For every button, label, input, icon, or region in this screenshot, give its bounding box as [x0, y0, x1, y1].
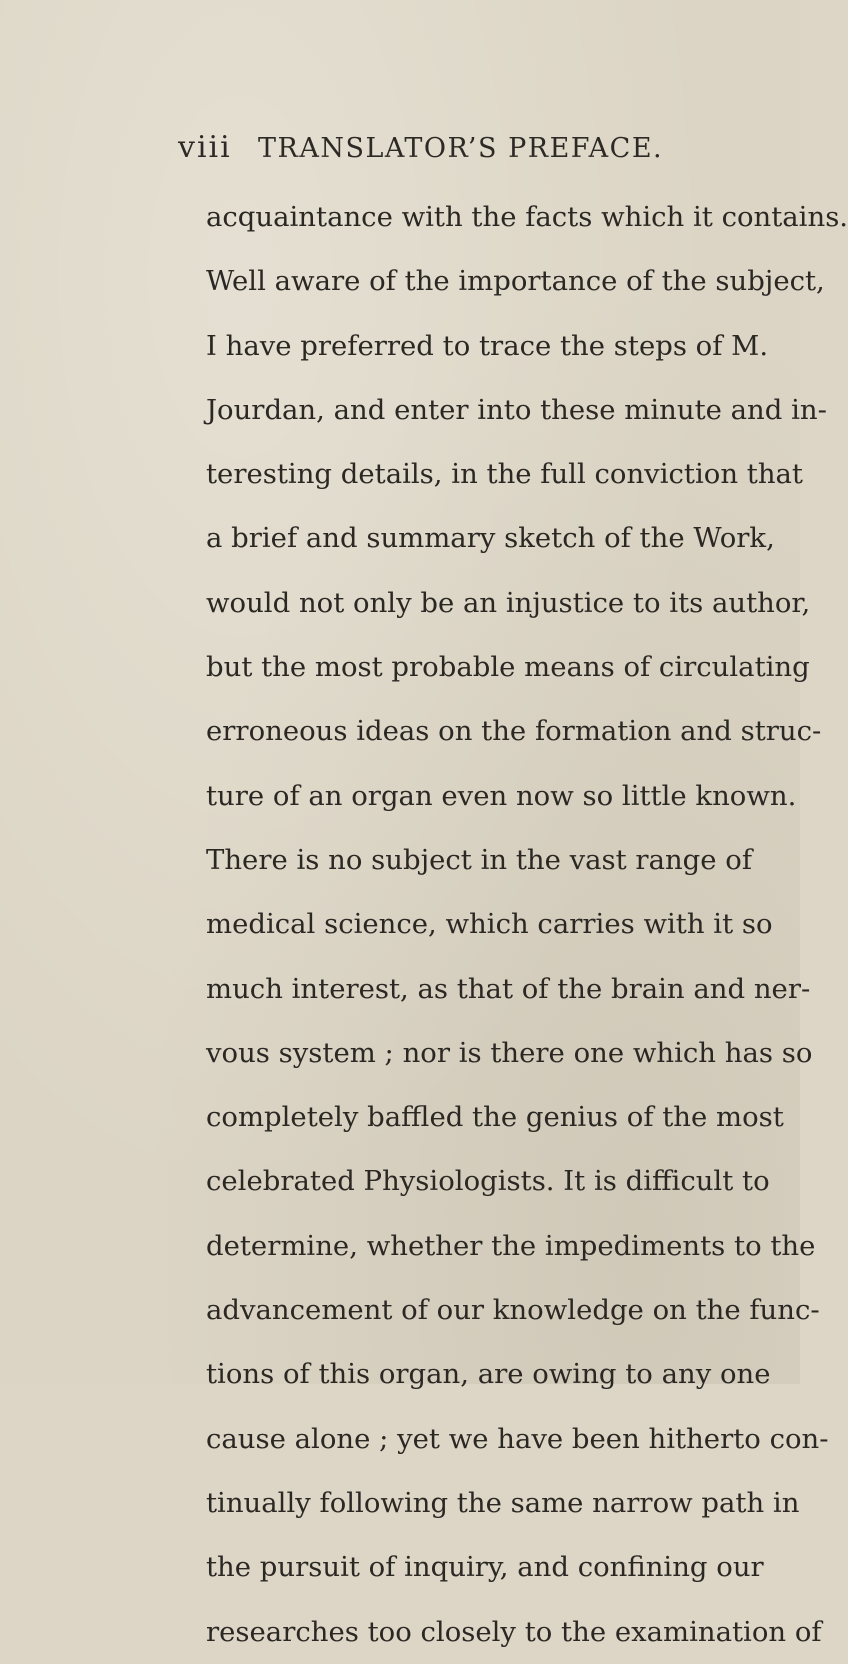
text-line: teresting details, in the full conviction that: [206, 458, 803, 491]
text-line: the pursuit of inquiry, and confining our: [206, 1551, 764, 1584]
text-line: researches too closely to the examination of: [206, 1615, 822, 1648]
text-line: but the most probable means of circulating: [206, 651, 810, 684]
text-line: Jourdan, and enter into these minute and in-: [206, 393, 827, 426]
text-line: There is no subject in the vast range of: [206, 843, 753, 876]
text-line: vous system ; nor is there one which has so: [206, 1036, 813, 1069]
text-line: tions of this organ, are owing to any one: [206, 1358, 771, 1391]
text-line: Well aware of the importance of the subject,: [206, 265, 825, 298]
text-line: tinually following the same narrow path in: [206, 1486, 800, 1519]
text-line: I have preferred to trace the steps of M.: [206, 329, 769, 362]
text-line: acquaintance with the facts which it contains.: [206, 201, 848, 233]
text-line: cause alone ; yet we have been hitherto con-: [206, 1422, 829, 1455]
text-line: would not only be an injustice to its author,: [206, 586, 811, 619]
running-title: TRANSLATOR’S PREFACE.: [258, 133, 664, 164]
text-line: completely baffled the genius of the most: [206, 1101, 784, 1134]
text-line: determine, whether the impediments to the: [206, 1229, 816, 1262]
text-line: celebrated Physiologists. It is difficult to: [206, 1165, 770, 1198]
text-line: medical science, which carries with it so: [206, 908, 773, 941]
text-line: advancement of our knowledge on the func-: [206, 1294, 820, 1327]
body-text: [206, 185, 848, 1664]
text-line: erroneous ideas on the formation and struc-: [206, 715, 822, 748]
text-line: a brief and summary sketch of the Work,: [206, 522, 775, 555]
text-line: ture of an organ even now so little known.: [206, 779, 797, 812]
page-number: viii: [178, 130, 232, 165]
text-line: much interest, as that of the brain and ner-: [206, 972, 811, 1005]
